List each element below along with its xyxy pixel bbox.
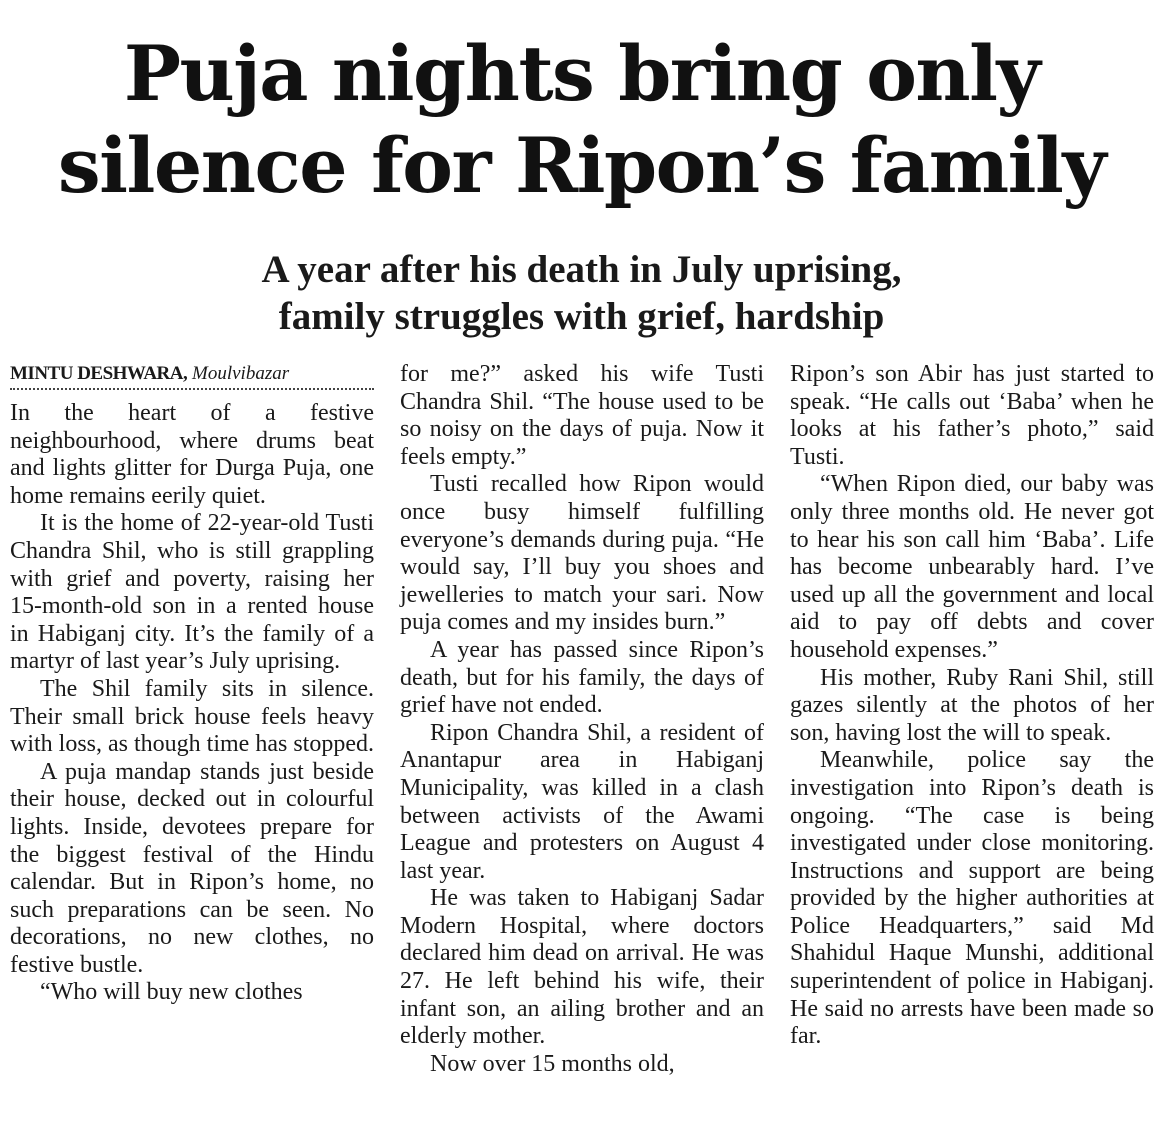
paragraph: Now over 15 months old, [430, 1050, 675, 1077]
byline [10, 361, 374, 390]
article-column-3 [790, 361, 1154, 1051]
paragraph: for me?” asked his wife Tusti Chandra Shil. “The house used to be so noisy on the days of puja. Now it feels empty.” [400, 361, 764, 470]
paragraph: His mother, Ruby Rani Shil, still gazes silently at the photos of her son, having lost the will to speak. [790, 664, 1154, 746]
article-column-1 [10, 361, 374, 1007]
paragraph: Tusti recalled how Ripon would once busy himself fulfilling everyone’s demands during puja. “He would say, I’ll buy you shoes and jewelleries to match your sari. Now puja comes and my insides burn.” [400, 471, 764, 636]
paragraph: Ripon Chandra Shil, a resident of Anantapur area in Habiganj Municipality, was killed in a clash between activists of the Awami League and protesters on August 4 last year. [400, 719, 764, 884]
headline-line-1: Puja nights bring only [123, 29, 1040, 118]
byline-location: Moulvibazar [192, 363, 290, 384]
headline-line-2: silence for Ripon’s family [57, 121, 1106, 210]
paragraph: “When Ripon died, our baby was only three months old. He never got to hear his son call him ‘Baba’. Life has become unbearably hard. I’ve used up all the government and local aid to pay off debts and cover household expenses.” [790, 471, 1154, 663]
headline [0, 28, 1163, 212]
byline-author: MINTU DESHWARA, [10, 363, 188, 384]
subheadline [0, 246, 1163, 340]
paragraph: Meanwhile, police say the investigation into Ripon’s death is ongoing. “The case is being investigated under close monitoring. Instructions and support are being provided by the higher authorities at Police Headquarters,” said Md Shahidul Haque Munshi, additional superintendent of police in Habiganj. He said no arrests have been made so far. [790, 747, 1154, 1050]
paragraph: The Shil family sits in silence. Their small brick house feels heavy with loss, as though time has stopped. [10, 675, 374, 758]
subheadline-line-1: A year after his death in July uprising, [261, 248, 902, 291]
subheadline-line-2: family struggles with grief, hardship [278, 295, 885, 338]
paragraph: A puja mandap stands just beside their house, decked out in colourful lights. Inside, devotees prepare for the biggest festival of the Hindu calendar. But in Ripon’s home, no such preparations can be seen. No decorations, no new clothes, no festive bustle. [10, 758, 374, 978]
paragraph: In the heart of a festive neighbourhood, where drums beat and lights glitter for Durga Puja, one home remains eerily quiet. [10, 400, 374, 509]
article-column-2 [400, 361, 764, 1078]
paragraph: It is the home of 22-year-old Tusti Chandra Shil, who is still grappling with grief and poverty, raising her 15-month-old son in a rented house in Habiganj city. It’s the family of a martyr of last year’s July uprising. [10, 510, 374, 675]
paragraph: Ripon’s son Abir has just started to speak. “He calls out ‘Baba’ when he looks at his father’s photo,” said Tusti. [790, 361, 1154, 470]
paragraph: “Who will buy new clothes [40, 979, 303, 1006]
paragraph: He was taken to Habiganj Sadar Modern Hospital, where doctors declared him dead on arrival. He was 27. He left behind his wife, their infant son, an ailing brother and an elderly mother. [400, 885, 764, 1050]
paragraph: A year has passed since Ripon’s death, but for his family, the days of grief have not ended. [400, 636, 764, 719]
